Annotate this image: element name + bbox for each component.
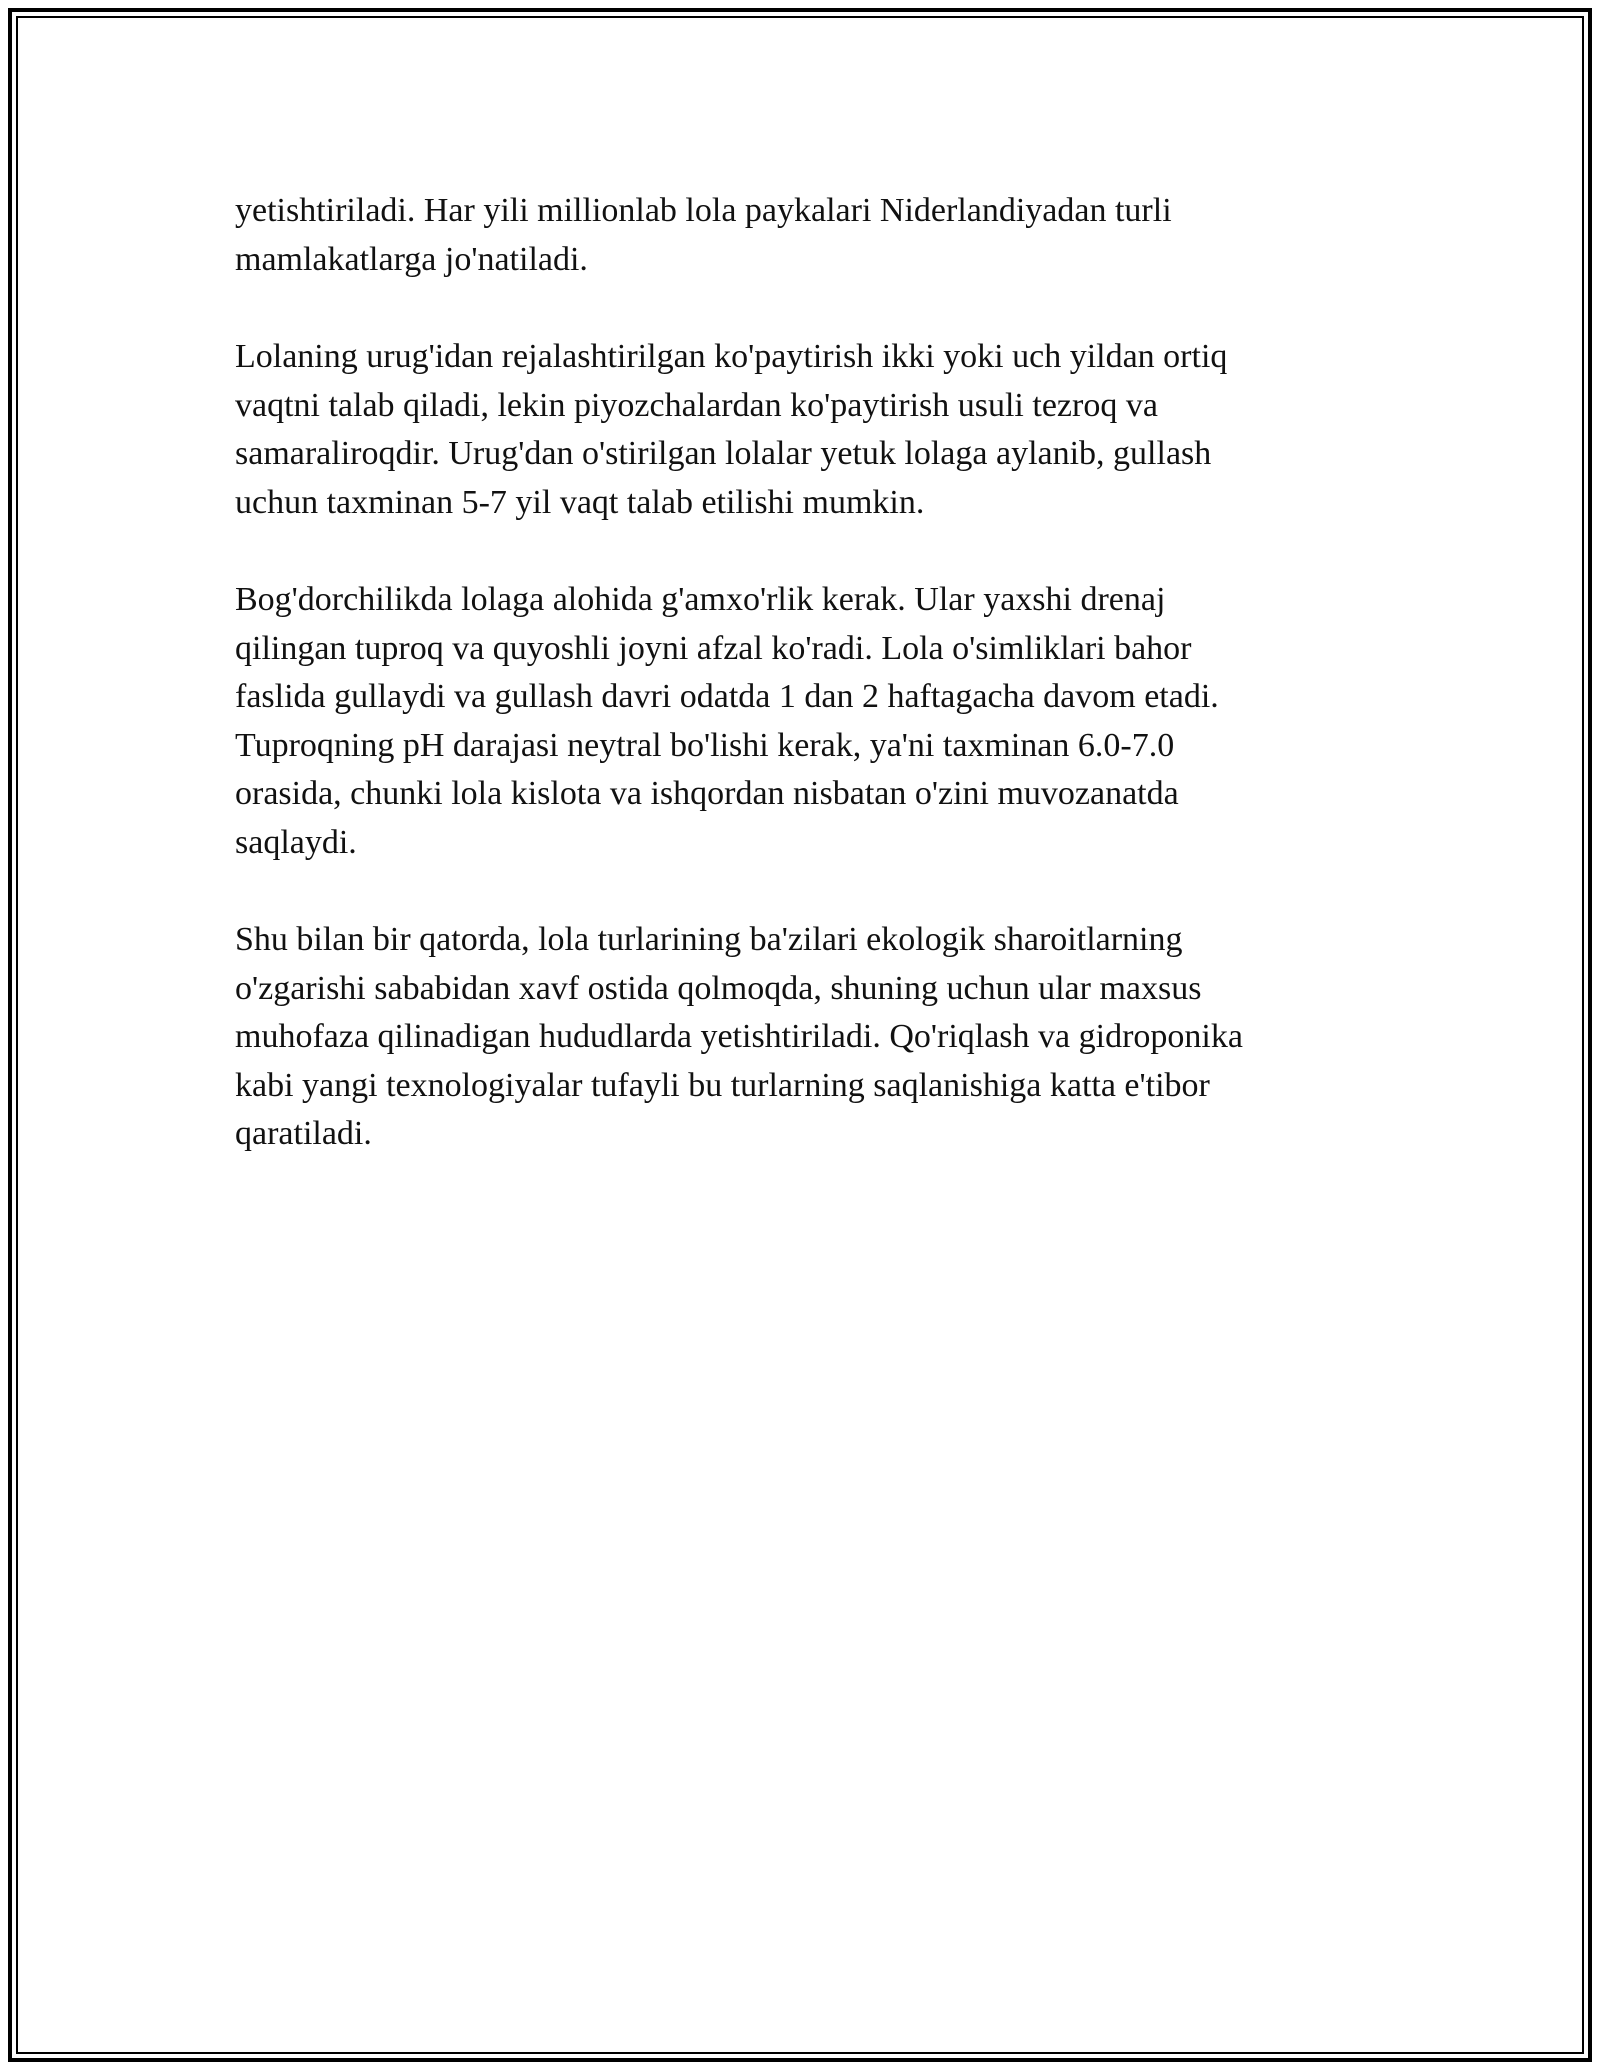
text-line: Bog'dorchilikda lolaga alohida g'amxo'rlik kerak. Ular yaxshi drenaj xyxy=(235,581,1166,618)
text-line: o'zgarishi sababidan xavf ostida qolmoqda, shuning uchun ular maxsus xyxy=(235,969,1202,1007)
text-line: vaqtni talab qiladi, lekin piyozchalardan ko'paytirish usuli tezroq va xyxy=(235,386,1158,424)
text-line: Shu bilan bir qatorda, lola turlarining ba'zilari ekologik sharoitlarning xyxy=(235,921,1183,958)
text-line: mamlakatlarga jo'natiladi. xyxy=(235,240,588,278)
paragraph xyxy=(235,187,1365,284)
text-line: samaraliroqdir. Urug'dan o'stirilgan lolalar yetuk lolaga aylanib, gullash xyxy=(235,435,1212,472)
text-line: saqlaydi. xyxy=(235,823,357,861)
text-line: faslida gullaydi va gullash davri odatda 1 dan 2 haftagacha davom etadi. xyxy=(235,678,1219,715)
text-line: qaratiladi. xyxy=(235,1115,372,1152)
text-line: orasida, chunki lola kislota va ishqordan nisbatan o'zini muvozanatda xyxy=(235,775,1179,812)
text-line: Lolaning urug'idan rejalashtirilgan ko'paytirish ikki yoki uch yildan ortiq xyxy=(235,338,1228,375)
paragraph xyxy=(235,576,1365,867)
text-line: Tuproqning pH darajasi neytral bo'lishi kerak, ya'ni taxminan 6.0-7.0 xyxy=(235,726,1175,764)
text-line: uchun taxminan 5-7 yil vaqt talab etilishi mumkin. xyxy=(235,483,925,521)
paragraph xyxy=(235,916,1365,1159)
paragraph xyxy=(235,333,1365,527)
text-line: kabi yangi texnologiyalar tufayli bu turlarning saqlanishiga katta e'tibor xyxy=(235,1066,1210,1104)
text-line: yetishtiriladi. Har yili millionlab lola paykalari Niderlandiyadan turli xyxy=(235,192,1172,229)
text-line: muhofaza qilinadigan hududlarda yetishtiriladi. Qo'riqlash va gidroponika xyxy=(235,1018,1243,1055)
document-body xyxy=(235,187,1365,1208)
text-line: qilingan tuproq va quyoshli joyni afzal ko'radi. Lola o'simliklari bahor xyxy=(235,629,1192,667)
